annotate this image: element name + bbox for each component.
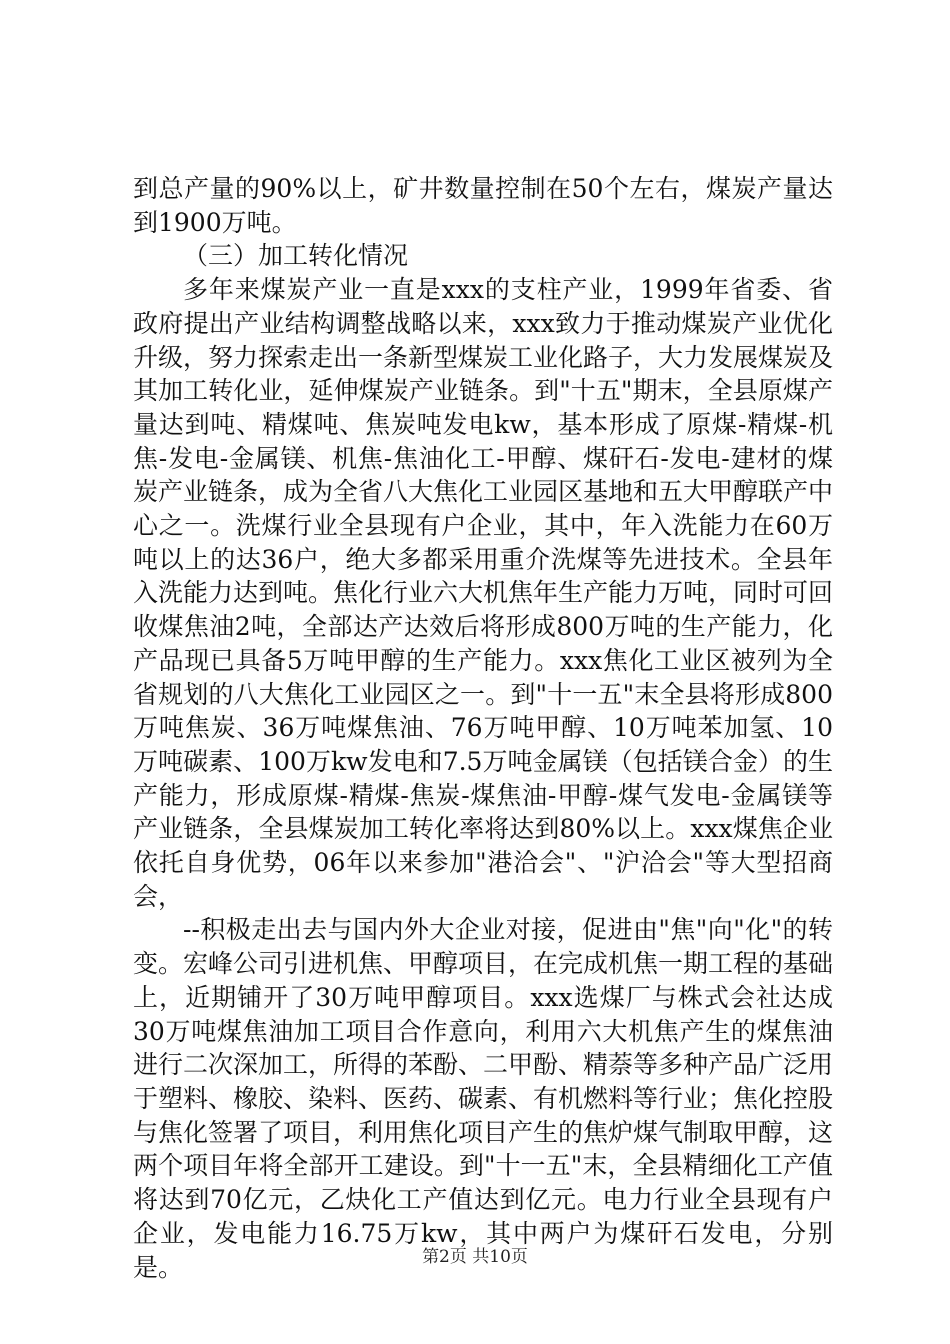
page-number-footer: 第2页 共10页: [422, 1247, 528, 1267]
body-paragraph: --积极走出去与国内外大企业对接，促进由"焦"向"化"的转变。宏峰公司引进机焦、甲醇项目，在完成机焦一期工程的基础上，近期铺开了30万吨甲醇项目。xxx选煤厂与株式会社达成30万吨煤焦油加工项目合作意向，利用六大机焦产生的煤焦油进行二次深加工，所得的苯酚、二甲酚、精萘等多种产品广泛用于塑料、橡胶、染料、医药、碳素、有机燃料等行业；焦化控股与焦化签署了项目，利用焦化项目产生的焦炉煤气制取甲醇，这两个项目年将全部开工建设。到"十一五"末，全县精细化工产值将达到70亿元，乙炔化工产值达到亿元。电力行业全县现有户企业，发电能力16.75万kw，其中两户为煤矸石发电，分别是。: [133, 915, 834, 1282]
body-paragraph-continuation: 到总产量的90%以上，矿井数量控制在50个左右，煤炭产量达到1900万吨。: [133, 174, 833, 237]
body-paragraph: 多年来煤炭产业一直是xxx的支柱产业，1999年省委、省政府提出产业结构调整战略以来，xxx致力于推动煤炭产业优化升级，努力探索走出一条新型煤炭工业化路子，大力发展煤炭及其加工转化业，延伸煤炭产业链条。到"十五"期末，全县原煤产量达到吨、精煤吨、焦炭吨发电kw，基本形成了原煤-精煤-机焦-发电-金属镁、机焦-焦油化工-甲醇、煤矸石-发电-建材的煤炭产业链条，成为全省八大焦化工业园区基地和五大甲醇联产中心之一。洗煤行业全县现有户企业，其中，年入洗能力在60万吨以上的达36户，绝大多都采用重介洗煤等先进技术。全县年入洗能力达到吨。焦化行业六大机焦年生产能力万吨，同时可回收煤焦油2吨，全部达产达效后将形成800万吨的生产能力，化产品现已具备5万吨甲醇的生产能力。xxx焦化工业区被列为全省规划的八大焦化工业园区之一。到"十一五"末全县将形成800万吨焦炭、36万吨煤焦油、76万吨甲醇、10万吨苯加氢、10万吨碳素、100万kw发电和7.5万吨金属镁（包括镁合金）的生产能力，形成原煤-精煤-焦炭-煤焦油-甲醇-煤气发电-金属镁等产业链条，全县煤炭加工转化率将达到80%以上。xxx煤焦企业依托自身优势，06年以来参加"港洽会"、"沪洽会"等大型招商会，: [133, 275, 834, 911]
section-heading: （三）加工转化情况: [183, 241, 409, 271]
document-body: [133, 172, 833, 1284]
